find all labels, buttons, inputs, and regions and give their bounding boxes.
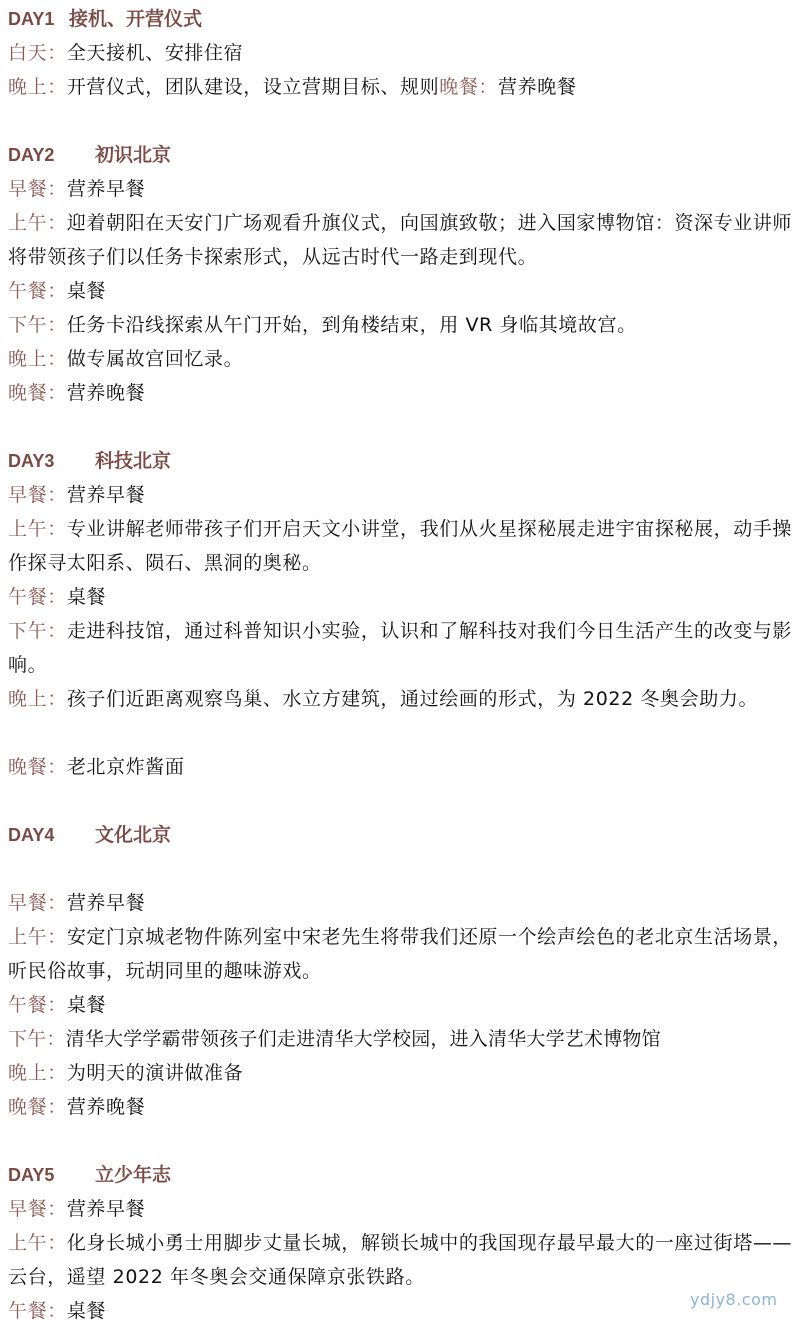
day-title: 初识北京 xyxy=(95,144,172,166)
day-code: DAY5 xyxy=(8,1165,55,1185)
item-text: 化身长城小勇士用脚步丈量长城，解锁长城中的我国现存最早最大的一座过街塔——云台，遥望 2022 年冬奥会交通保障京张铁路。 xyxy=(8,1232,793,1288)
schedule-item xyxy=(8,614,796,682)
item-text: 营养晚餐 xyxy=(66,382,146,404)
item-text: 桌餐 xyxy=(66,280,107,302)
item-text: 迎着朝阳在天安门广场观看升旗仪式，向国旗致敬；进入国家博物馆：资深专业讲师将带领孩子们以任务卡探索形式，从远古时代一路走到现代。 xyxy=(8,212,793,268)
day-heading xyxy=(8,818,171,852)
item-label: 午餐： xyxy=(8,280,67,302)
day-code: DAY2 xyxy=(8,145,55,165)
item-label: 午餐： xyxy=(8,994,67,1016)
schedule-item xyxy=(8,274,796,308)
item-label: 下午： xyxy=(8,1028,66,1050)
item-text: 开营仪式，团队建设，设立营期目标、规则 xyxy=(66,76,440,98)
schedule-item xyxy=(8,750,796,784)
schedule-item xyxy=(8,682,796,716)
item-text: 全天接机、安排住宿 xyxy=(66,42,244,64)
item-label: 上午： xyxy=(8,1232,67,1254)
item-label: 晚餐： xyxy=(8,1096,67,1118)
day-title: 接机、开营仪式 xyxy=(69,8,203,30)
day-heading xyxy=(8,2,202,36)
item-text: 任务卡沿线探索从午门开始，到角楼结束，用 VR 身临其境故宫。 xyxy=(66,314,637,336)
item-text: 营养晚餐 xyxy=(498,76,577,98)
schedule-item xyxy=(8,1226,796,1294)
item-label: 晚餐： xyxy=(8,756,67,778)
schedule-item xyxy=(8,988,796,1022)
day-heading xyxy=(8,1158,171,1192)
item-text: 为明天的演讲做准备 xyxy=(66,1062,244,1084)
item-label: 午餐： xyxy=(8,586,67,608)
day-title: 科技北京 xyxy=(95,450,172,472)
item-label: 晚餐： xyxy=(8,382,67,404)
item-text: 桌餐 xyxy=(66,1300,107,1322)
item-text: 营养早餐 xyxy=(66,178,146,200)
item-text: 营养晚餐 xyxy=(66,1096,146,1118)
schedule-item xyxy=(8,1294,796,1328)
item-label: 上午： xyxy=(8,518,67,540)
schedule-item xyxy=(8,172,796,206)
day-title: 立少年志 xyxy=(95,1164,172,1186)
item-label: 上午： xyxy=(8,926,67,948)
schedule-item xyxy=(8,342,796,376)
schedule-item xyxy=(8,920,796,988)
schedule-item xyxy=(8,1192,796,1226)
item-text: 桌餐 xyxy=(66,586,107,608)
item-label: 早餐： xyxy=(8,178,67,200)
schedule-item xyxy=(8,36,796,70)
item-label: 午餐： xyxy=(8,1300,67,1322)
schedule-item xyxy=(8,580,796,614)
item-text: 营养早餐 xyxy=(66,484,146,506)
item-label: 下午： xyxy=(8,314,67,336)
item-text: 专业讲解老师带孩子们开启天文小讲堂，我们从火星探秘展走进宇宙探秘展，动手操作探寻太阳系、陨石、黑洞的奥秘。 xyxy=(8,518,793,574)
item-label: 上午： xyxy=(8,212,67,234)
item-text: 安定门京城老物件陈列室中宋老先生将带我们还原一个绘声绘色的老北京生活场景，听民俗故事，玩胡同里的趣味游戏。 xyxy=(8,926,793,982)
day-title: 文化北京 xyxy=(95,824,172,846)
schedule-item xyxy=(8,206,796,274)
item-label: 早餐： xyxy=(8,892,67,914)
schedule-item xyxy=(8,308,796,342)
item-label: 晚上： xyxy=(8,688,67,710)
day-code: DAY4 xyxy=(8,825,55,845)
item-text: 营养早餐 xyxy=(66,892,146,914)
item-text: 清华大学学霸带领孩子们走进清华大学校园，进入清华大学艺术博物馆 xyxy=(65,1028,661,1050)
item-text: 走进科技馆，通过科普知识小实验，认识和了解科技对我们今日生活产生的改变与影响。 xyxy=(8,620,793,676)
item-label: 晚餐： xyxy=(439,76,499,98)
item-text: 孩子们近距离观察鸟巢、水立方建筑，通过绘画的形式，为 2022 冬奥会助力。 xyxy=(66,688,759,710)
schedule-item xyxy=(8,886,796,920)
item-text: 做专属故宫回忆录。 xyxy=(66,348,244,370)
item-label: 晚上： xyxy=(8,1062,67,1084)
schedule-item xyxy=(8,376,796,410)
day-heading xyxy=(8,138,171,172)
day-code: DAY1 xyxy=(8,9,55,29)
item-label: 晚上： xyxy=(8,76,67,98)
item-label: 白天： xyxy=(8,42,67,64)
item-label: 晚上： xyxy=(8,348,67,370)
day-code: DAY3 xyxy=(8,451,55,471)
watermark: ydjy8.com xyxy=(690,1290,778,1309)
schedule-item xyxy=(8,512,796,580)
item-label: 早餐： xyxy=(8,484,67,506)
item-label: 早餐： xyxy=(8,1198,67,1220)
schedule-item xyxy=(8,1090,796,1124)
schedule-item xyxy=(8,1022,796,1056)
item-text: 营养早餐 xyxy=(66,1198,146,1220)
schedule-item xyxy=(8,70,796,104)
schedule-item xyxy=(8,1056,796,1090)
item-text: 老北京炸酱面 xyxy=(66,756,185,778)
day-heading xyxy=(8,444,171,478)
item-label: 下午： xyxy=(8,620,67,642)
item-text: 桌餐 xyxy=(66,994,107,1016)
schedule-item xyxy=(8,478,796,512)
